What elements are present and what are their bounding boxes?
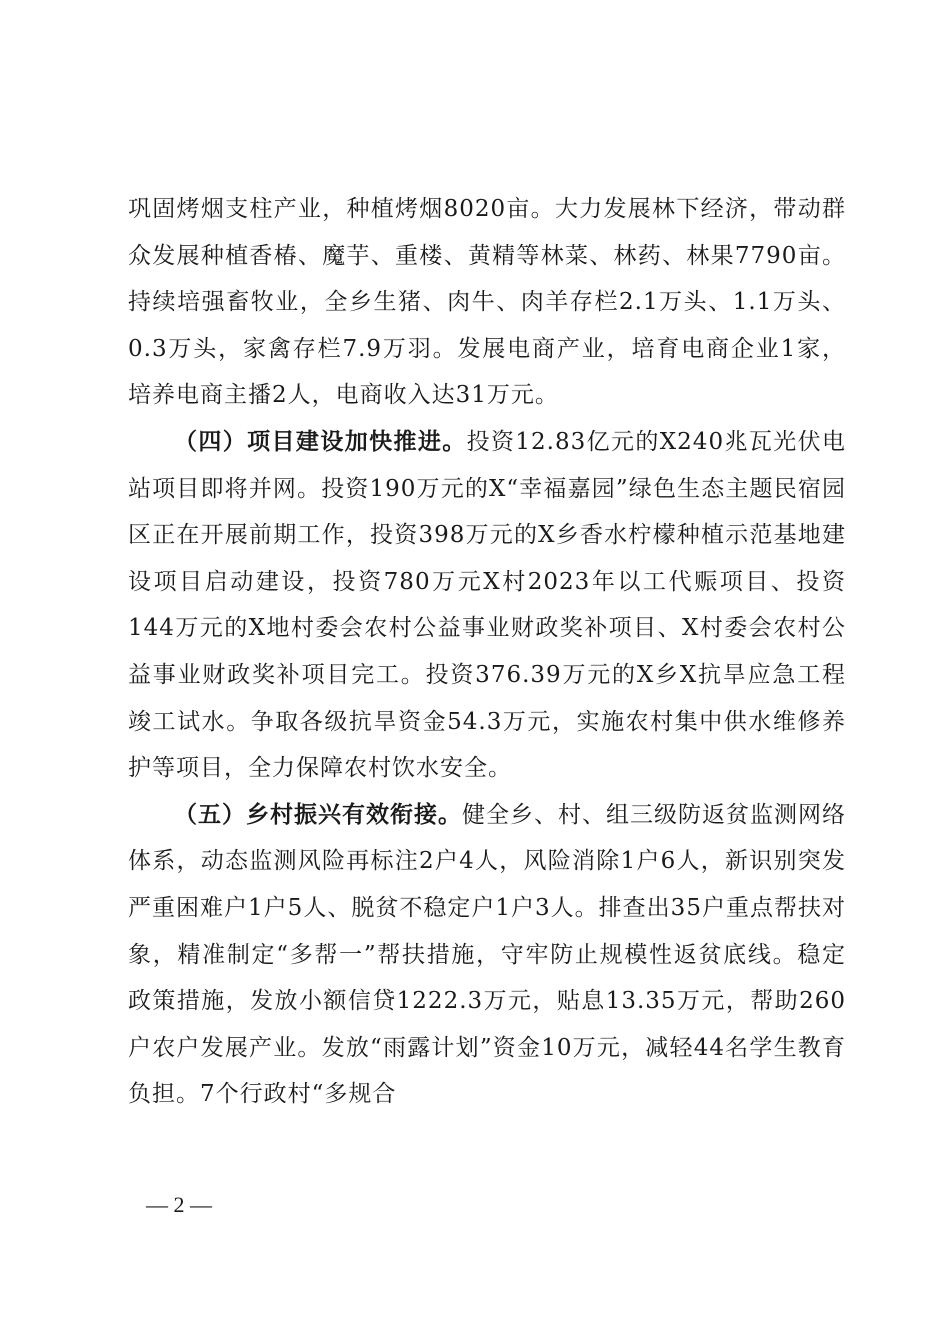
paragraph-projects bbox=[128, 419, 846, 792]
body-text bbox=[128, 186, 846, 1118]
paragraph-text: 投资12.83亿元的X240兆瓦光伏电站项目即将并网。投资190万元的X“幸福嘉园”绿色生态主题民宿园区正在开展前期工作，投资398万元的X乡香水柠檬种植示范基地建设项目启动建设，投资780万元X村2023年以工代赈项目、投资144万元的X地村委会农村公益事业财政奖补项目、X村委会农村公益事业财政奖补项目完工。投资376.39万元的X乡X抗旱应急工程竣工试水。争取各级抗旱资金54.3万元，实施农村集中供水维修养护等项目，全力保障农村饮水安全。 bbox=[128, 428, 847, 782]
section-heading-projects: （四）项目建设加快推进。 bbox=[174, 427, 467, 455]
page-number: — 2 — bbox=[146, 1192, 212, 1217]
paragraph-industry bbox=[128, 186, 846, 419]
paragraph-text: 健全乡、村、组三级防返贫监测网络体系，动态监测风险再标注2户4人，风险消除1户6人，新识别突发严重困难户1户5人、脱贫不稳定户1户3人。排查出35户重点帮扶对象，精准制定“多帮一”帮扶措施，守牢防止规模性返贫底线。稳定政策措施，发放小额信贷1222.3万元，贴息13.35万元，帮助260户农户发展产业。发放“雨露计划”资金10万元，减轻44名学生教育负担。7个行政村“多规合 bbox=[128, 801, 846, 1108]
section-heading-revitalization: （五）乡村振兴有效衔接。 bbox=[174, 800, 462, 828]
paragraph-text: 巩固烤烟支柱产业，种植烤烟8020亩。大力发展林下经济，带动群众发展种植香椿、魔芋、重楼、黄精等林菜、林药、林果7790亩。持续培强畜牧业，全乡生猪、肉牛、肉羊存栏2.1万头、1.1万头、0.3万头，家禽存栏7.9万羽。发展电商产业，培育电商企业1家，培养电商主播2人，电商收入达31万元。 bbox=[128, 196, 846, 409]
paragraph-revitalization bbox=[128, 792, 846, 1118]
